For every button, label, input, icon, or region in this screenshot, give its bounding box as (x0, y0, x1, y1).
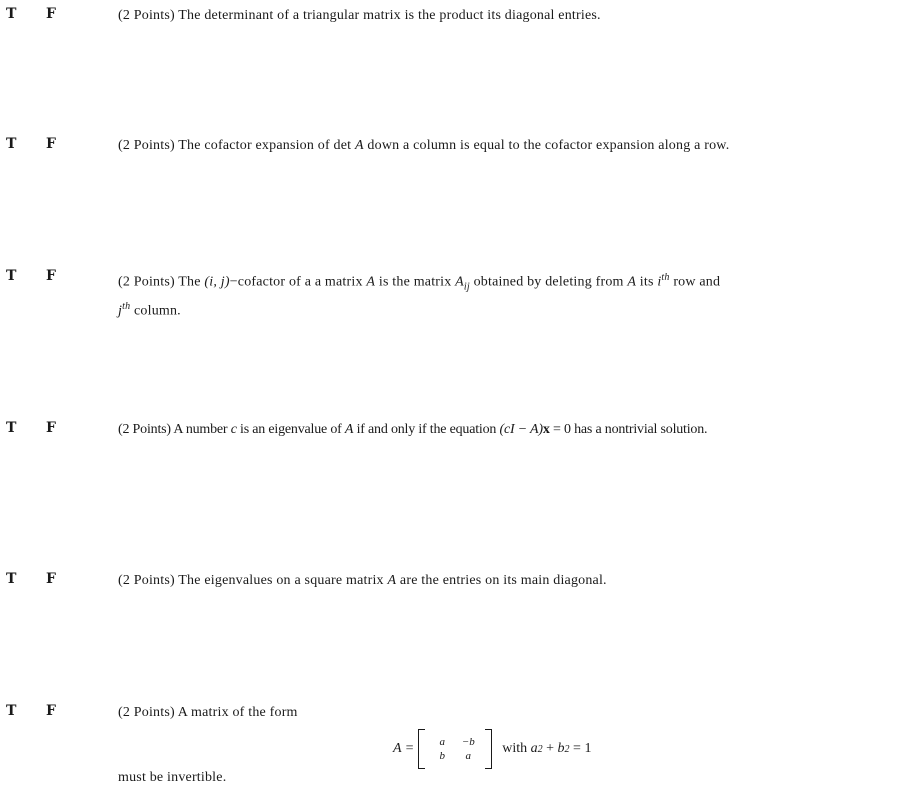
matrix: a −b b a (439, 736, 475, 762)
question-text: (2 Points) A matrix of the form (118, 705, 298, 720)
false-option[interactable]: F (46, 703, 56, 719)
left-bracket (418, 729, 425, 769)
true-option[interactable]: T (6, 6, 17, 22)
matrix-equation: A = a −b b a with a 2 + b 2 = 1 (393, 729, 591, 769)
false-option[interactable]: F (46, 136, 56, 152)
false-option[interactable]: F (46, 6, 56, 22)
false-option[interactable]: F (46, 268, 56, 284)
false-option[interactable]: F (46, 420, 56, 436)
false-option[interactable]: F (46, 571, 56, 587)
question-text: (2 Points) A number c is an eigenvalue of A if and only if the equation (cI − A)x = 0 has a nontrivial solution. (118, 422, 708, 437)
true-option[interactable]: T (6, 703, 17, 719)
true-option[interactable]: T (6, 268, 17, 284)
question-text: (2 Points) The (i, j)−cofactor of a a matrix A is the matrix $A_{ij}$ obtained by deleting from A its $i^{th}$ row and $j^{th}$ column. (118, 272, 721, 320)
true-option[interactable]: T (6, 571, 17, 587)
question-tail: must be invertible. (118, 770, 227, 785)
true-option[interactable]: T (6, 420, 17, 436)
right-bracket (485, 729, 492, 769)
question-text: (2 Points) The eigenvalues on a square matrix A are the entries on its main diagonal. (118, 573, 607, 588)
true-option[interactable]: T (6, 136, 17, 152)
question-text: (2 Points) The determinant of a triangular matrix is the product its diagonal entries. (118, 8, 601, 23)
question-text: (2 Points) The cofactor expansion of det A down a column is equal to the cofactor expansion along a row. (118, 138, 730, 153)
